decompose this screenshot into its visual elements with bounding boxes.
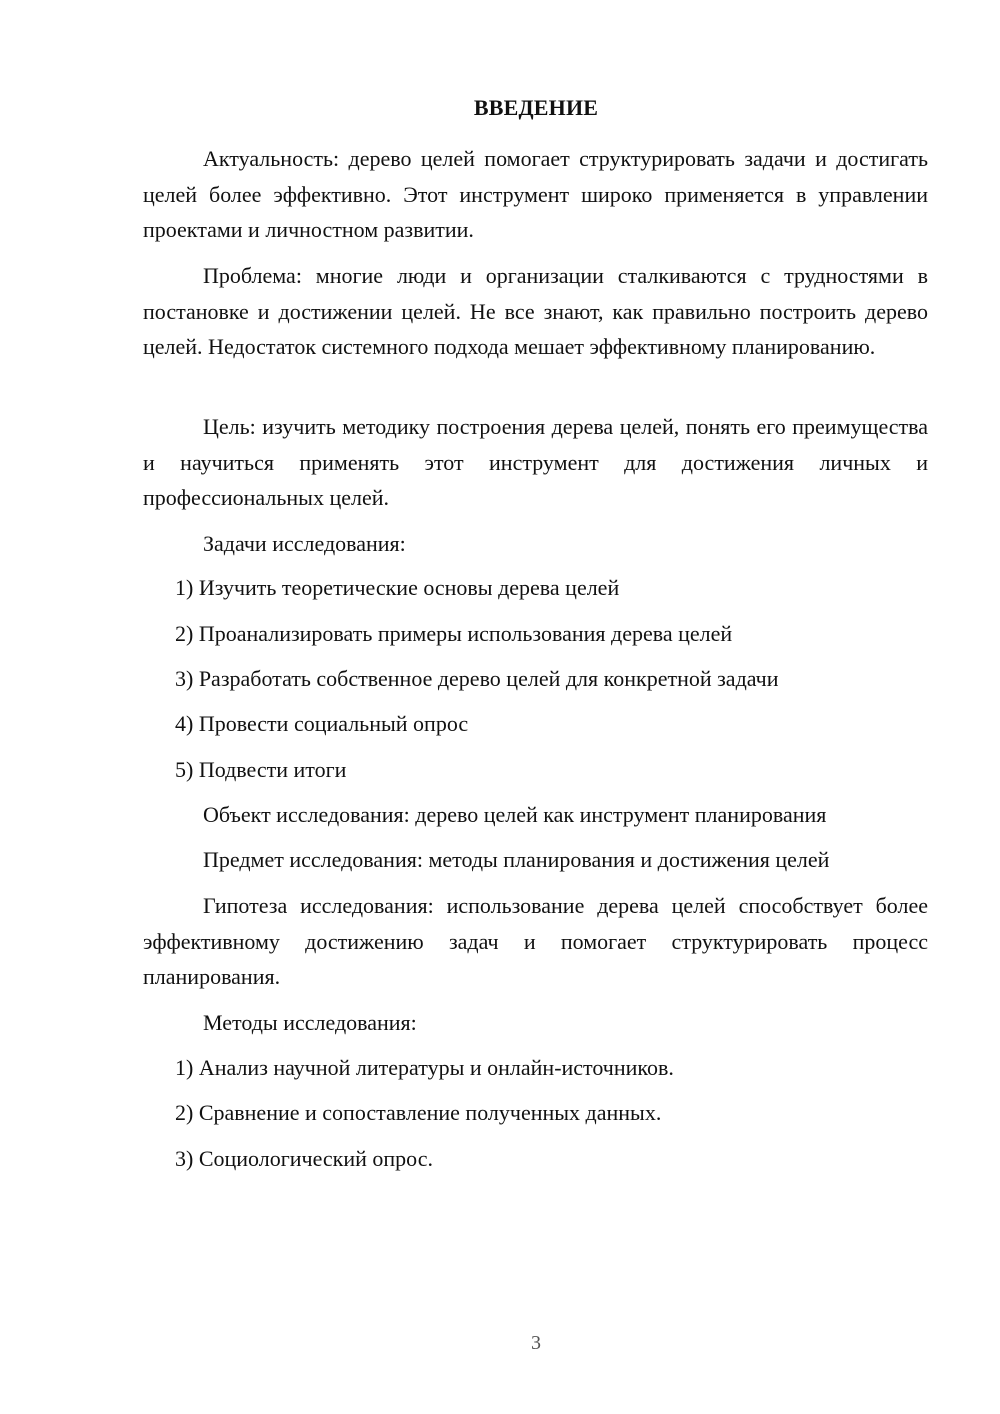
research-subject: Предмет исследования: методы планирования и достижения целей [203,847,830,872]
paragraph-relevance: Актуальность: дерево целей помогает структурировать задачи и достигать целей более эффективно. Этот инструмент широко применяется в управлении проектами и личностном развитии. [143,146,928,242]
paragraph-problem: Проблема: многие люди и организации сталкиваются с трудностями в постановке и достижении целей. Не все знают, как правильно построить дерево целей. Недостаток системного подхода мешает эффективному планированию. [143,263,928,359]
list-item: 1) Изучить теоретические основы дерева целей [175,575,620,600]
paragraph-hypothesis: Гипотеза исследования: использование дерева целей способствует более эффективному достижению задач и помогает структурировать процесс планирования. [143,893,928,989]
list-item: 2) Сравнение и сопоставление полученных данных. [175,1100,662,1125]
list-item: 2) Проанализировать примеры использования дерева целей [175,621,733,646]
list-item: 3) Социологический опрос. [175,1146,433,1171]
page-number: 3 [531,1332,541,1354]
page-title: ВВЕДЕНИЕ [473,95,599,120]
research-object: Объект исследования: дерево целей как инструмент планирования [203,802,827,827]
list-item: 4) Провести социальный опрос [175,711,469,736]
list-item: 5) Подвести итоги [175,757,347,782]
list-item: 1) Анализ научной литературы и онлайн-источников. [175,1055,674,1080]
list-item: 3) Разработать собственное дерево целей для конкретной задачи [175,666,779,691]
methods-heading: Методы исследования: [203,1010,417,1035]
tasks-heading: Задачи исследования: [203,531,406,556]
paragraph-goal: Цель: изучить методику построения дерева целей, понять его преимущества и научиться применять этот инструмент для достижения личных и профессиональных целей. [143,414,928,510]
